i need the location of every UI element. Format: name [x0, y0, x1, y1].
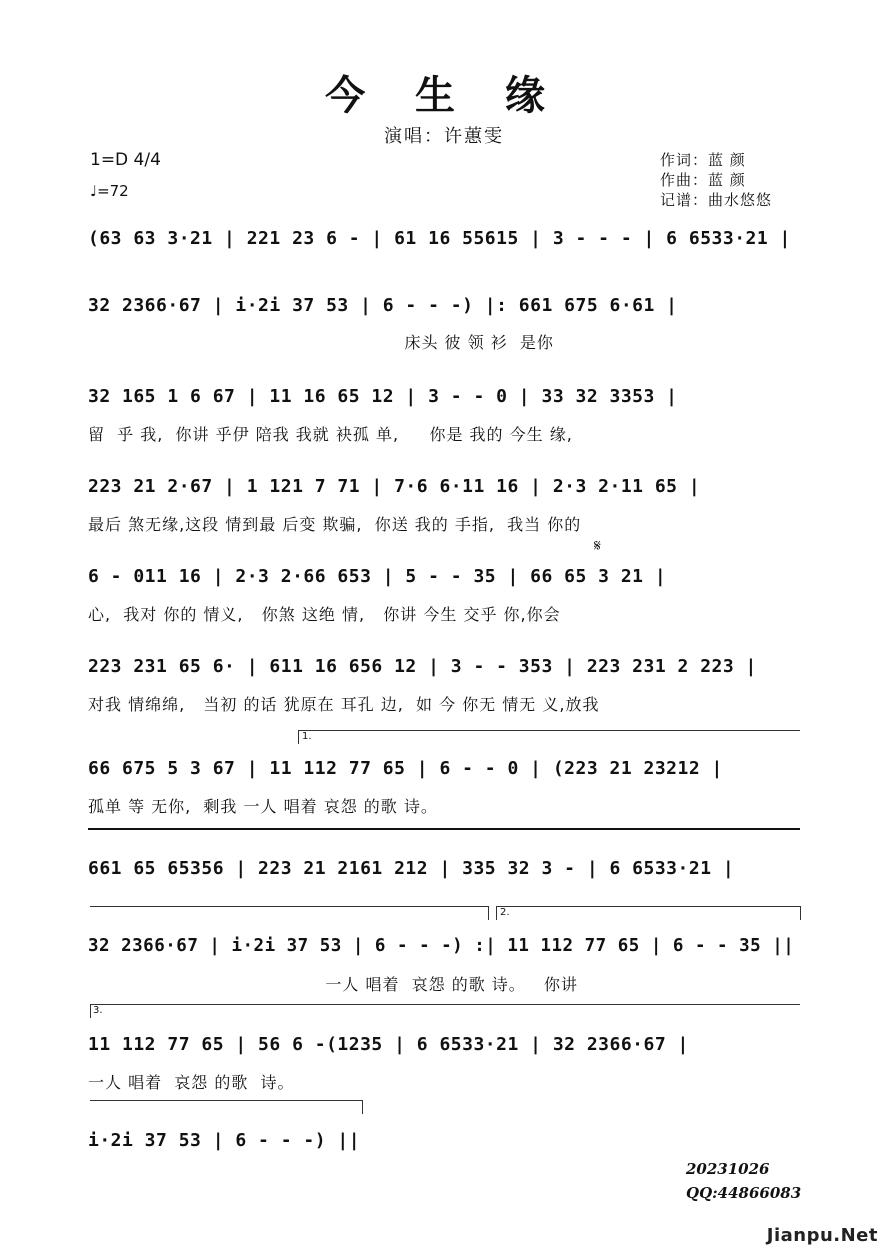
- section-divider: [88, 828, 800, 830]
- lyric-line: 心, 我对 你的 情义, 你煞 这绝 情, 你讲 今生 交乎 你,你会: [88, 605, 561, 624]
- notation-line: i·2i 37 53 | 6 - - -) ||: [88, 1130, 361, 1151]
- lyric-line: 孤单 等 无你, 剩我 一人 唱着 哀怨 的歌 诗。: [88, 797, 438, 816]
- credits-block: [660, 150, 772, 210]
- lyric-line: 对我 情绵绵, 当初 的话 犹原在 耳孔 边, 如 今 你无 情无 义,放我: [88, 695, 600, 714]
- lyric-line: 一人 唱着 哀怨 的歌 诗。 你讲: [88, 975, 579, 994]
- lyric-line: 床头 彼 领 衫 是你: [88, 333, 554, 352]
- lyricist-credit: 作词：蓝 颜: [660, 151, 746, 169]
- song-title: 今 生 缘: [325, 72, 563, 119]
- repeat-bracket: [90, 906, 488, 907]
- qq-contact: QQ:44866083: [686, 1184, 802, 1202]
- composer-credit: 作曲：蓝 颜: [660, 171, 746, 189]
- lyric-line: 最后 煞无缘,这段 情到最 后变 欺骗, 你送 我的 手指, 我当 你的: [88, 515, 582, 534]
- notation-line: 66 675 5 3 67 | 11 112 77 65 | 6 - - 0 | (223 21 23212 |: [88, 758, 723, 779]
- lyric-line: 留 乎 我, 你讲 乎伊 陪我 我就 袂孤 单, 你是 我的 今生 缘,: [88, 425, 573, 444]
- notation-line: 223 21 2·67 | 1 121 7 71 | 7·6 6·11 16 | 2·3 2·11 65 |: [88, 476, 701, 497]
- volta-bracket-edge: [800, 906, 801, 920]
- volta-number: 2.: [500, 907, 510, 918]
- volta-bracket-edge: [496, 906, 497, 920]
- notation-line: 223 231 65 6· | 611 16 656 12 | 3 - - 353 | 223 231 2 223 |: [88, 656, 757, 677]
- date-stamp: 20231026: [686, 1160, 770, 1178]
- notation-line: 32 2366·67 | i·2i 37 53 | 6 - - -) |: 661 675 6·61 |: [88, 295, 678, 316]
- volta-bracket-edge: [90, 1004, 91, 1018]
- lyric-line: 一人 唱着 哀怨 的歌 诗。: [88, 1073, 295, 1092]
- site-watermark: Jianpu.Net: [766, 1225, 878, 1246]
- repeat-bracket-edge: [362, 1100, 363, 1114]
- singer-credit: 演唱：许蕙雯: [384, 126, 504, 147]
- volta-number: 3.: [93, 1005, 103, 1016]
- notation-line: (63 63 3·21 | 221 23 6 - | 61 16 55615 | 3 - - - | 6 6533·21 |: [88, 228, 791, 249]
- repeat-bracket-edge: [488, 906, 489, 920]
- transcriber-credit: 记谱：曲水悠悠: [660, 191, 773, 209]
- volta-bracket: [298, 730, 800, 731]
- notation-line: 11 112 77 65 | 56 6 -(1235 | 6 6533·21 | 32 2366·67 |: [88, 1034, 689, 1055]
- notation-line: 6 - 011 16 | 2·3 2·66 653 | 5 - - 35 | 66 65 3 21 |: [88, 566, 667, 587]
- key-signature: 1=D 4/4: [90, 150, 161, 170]
- notation-line: 661 65 65356 | 223 21 2161 212 | 335 32 3 - | 6 6533·21 |: [88, 858, 735, 879]
- volta-bracket-edge: [298, 730, 299, 744]
- volta-bracket: [496, 906, 800, 907]
- tempo-mark: ♩=72: [90, 182, 129, 200]
- notation-line: 32 165 1 6 67 | 11 16 65 12 | 3 - - 0 | 33 32 3353 |: [88, 386, 678, 407]
- segno-sign: 𝄋: [594, 536, 601, 555]
- volta-number: 1.: [302, 731, 312, 742]
- notation-line: 32 2366·67 | i·2i 37 53 | 6 - - -) :| 11 112 77 65 | 6 - - 35 ||: [88, 936, 795, 956]
- repeat-bracket: [90, 1100, 362, 1101]
- volta-bracket: [90, 1004, 800, 1005]
